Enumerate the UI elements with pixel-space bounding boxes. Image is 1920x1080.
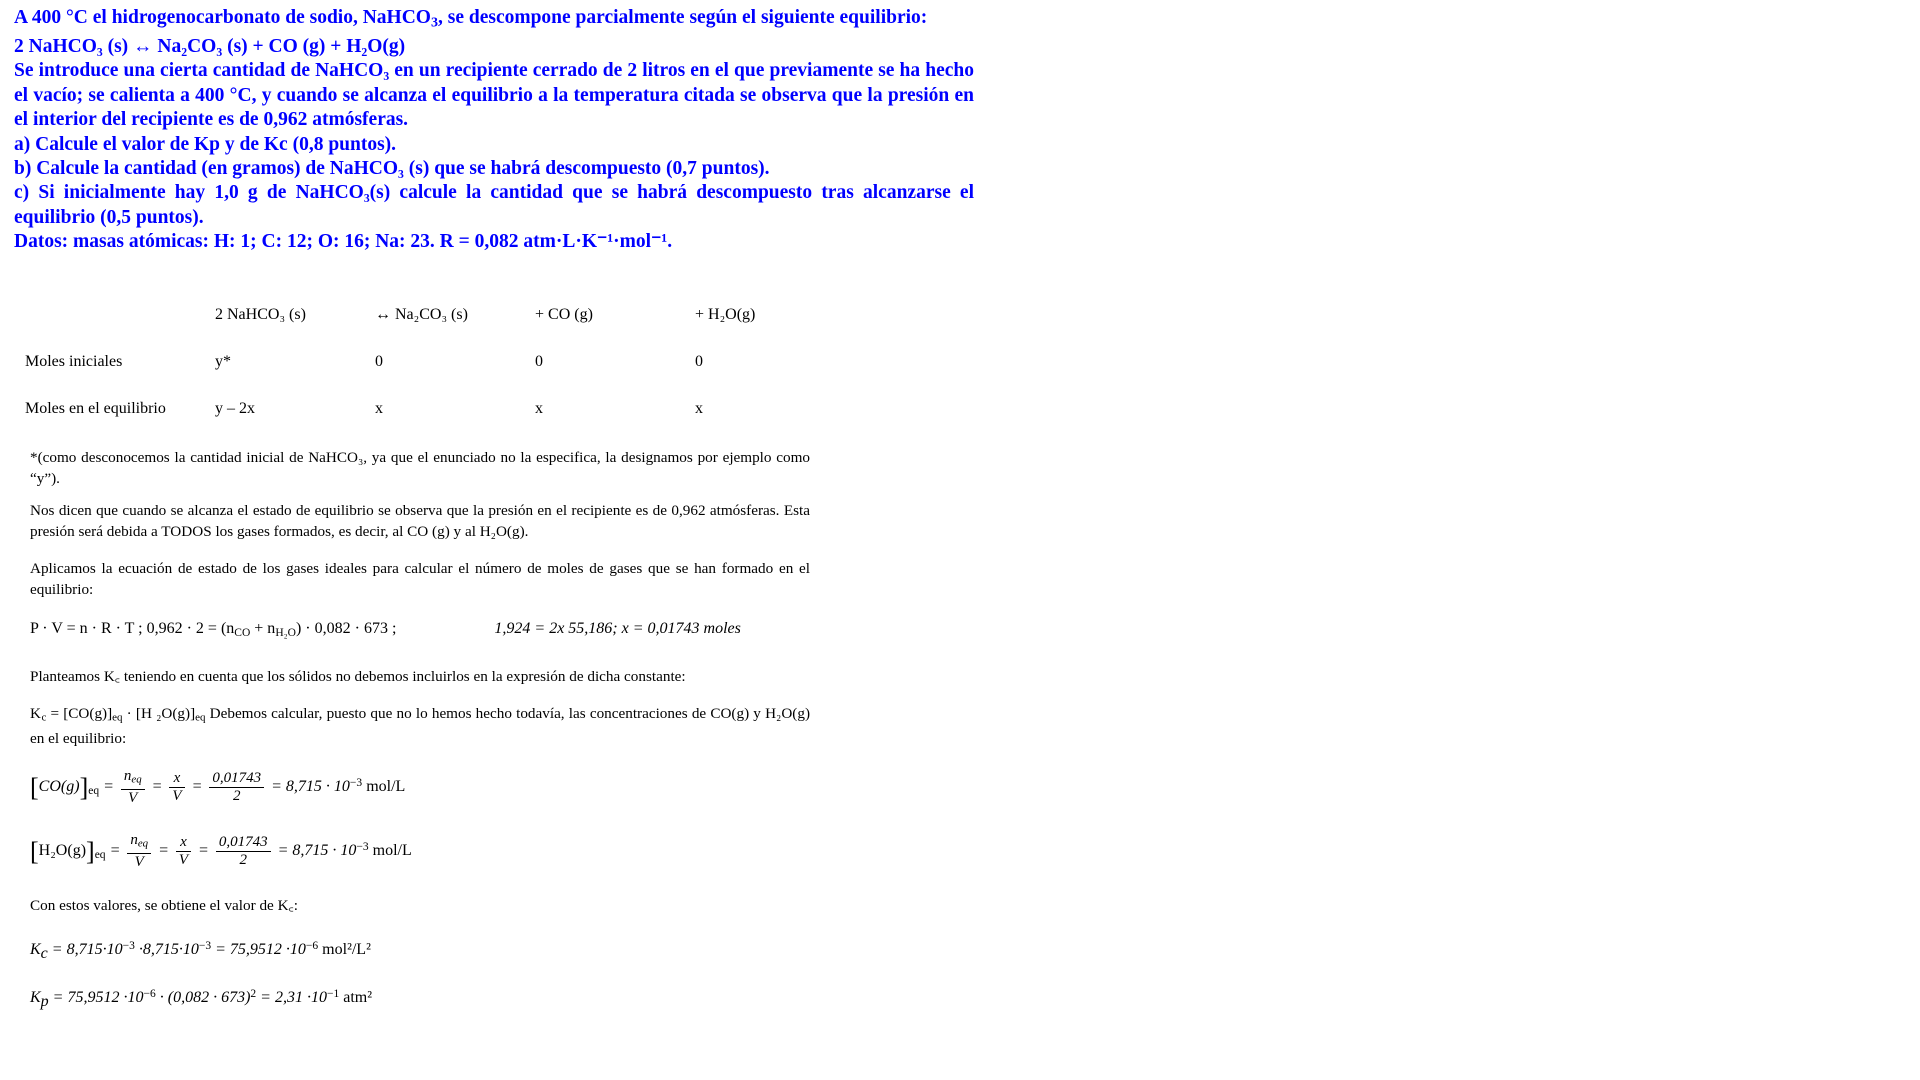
equation-ideal-gas-left: P · V = n · R · T ; 0,962 · 2 = (n: [30, 620, 235, 637]
table-row: [25, 399, 805, 419]
kc-result-symbol-sub: c: [40, 944, 48, 962]
kc-result-part1: = 8,715·10: [47, 940, 123, 958]
fraction-value-co: [209, 770, 264, 805]
equation-kc-value: [30, 929, 810, 971]
row-label-equilibrium-moles: Moles en el equilibrio: [25, 400, 166, 417]
statement-intro-sub: 3: [430, 14, 438, 31]
fraction-numerator-x-co: x: [169, 770, 184, 788]
table-header-h2o: + H₂O(g): [695, 306, 756, 323]
equation-co-concentration: [30, 766, 810, 808]
fraction-denominator-value-h2o: 2: [239, 852, 247, 869]
fraction-x-over-v-co: [169, 770, 184, 805]
problem-statement: [14, 6, 974, 255]
co-label: CO(g): [38, 778, 80, 796]
table-header-co: + CO (g): [535, 306, 593, 323]
equation-kp-value: [30, 977, 810, 1019]
fraction-denominator-v-h2o: V: [134, 854, 144, 870]
kc-expression-eq1: eq: [112, 712, 123, 725]
statement-question-c: c) Si inicialmente hay 1,0 g de NaHCO₃(s) calcule la cantidad que se habrá descompuesto tras alcanzarse el equilibrio (0,5 puntos).: [14, 182, 974, 228]
statement-question-b: b) Calcule la cantidad (en gramos) de NaHCO₃ (s) que se habrá descompuesto (0,7 puntos).: [14, 157, 770, 179]
h2o-eq-sub: eq: [94, 849, 106, 862]
bracket-close-co: ]: [79, 772, 89, 802]
paragraph-ideal-gas: Aplicamos la ecuación de estado de los gases ideales para calcular el número de moles de gases que se han formado en el equilibrio:: [30, 560, 810, 598]
equation-ideal-gas-right: ) · 0,082 · 673 ;: [295, 620, 397, 637]
kp-result-part3: = 2,31 ·10: [256, 989, 327, 1007]
fraction-numerator-x-h2o: x: [176, 834, 191, 852]
cell-initial-na2co3: 0: [375, 353, 383, 370]
fraction-numerator-value-h2o: 0,01743: [216, 834, 271, 852]
fraction-denominator-v2-h2o: V: [178, 852, 189, 869]
cell-initial-co: 0: [535, 353, 543, 370]
kc-result-symbol: K: [30, 940, 41, 958]
h2o-result: = 8,715 · 10: [277, 842, 357, 860]
kc-result-exp3: −6: [305, 939, 319, 952]
cell-equilibrium-h2o: x: [695, 400, 703, 417]
fraction-n-over-v-h2o: [127, 832, 151, 871]
equals-sign-1: =: [103, 778, 114, 796]
kc-symbol-sub: c: [41, 712, 47, 725]
equation-sub-co: CO: [234, 626, 251, 639]
cell-initial-nahco3: y*: [215, 353, 231, 370]
kp-result-exp1: −6: [143, 987, 156, 1000]
cell-equilibrium-co: x: [535, 400, 543, 417]
fraction-value-h2o: [216, 834, 271, 869]
fraction-denominator-v2-co: V: [172, 788, 182, 805]
fraction-numerator-neq-h2o: [127, 832, 151, 854]
kc-expression-part2: · [H ₂O(g)]: [122, 705, 196, 723]
h2o-label: H₂O(g): [38, 842, 87, 860]
bracket-open-h2o: [: [30, 836, 39, 866]
n-symbol-h2o-sub: eq: [137, 838, 149, 850]
n-symbol-co: n: [123, 768, 132, 785]
statement-equation: 2 NaHCO₃ (s) ↔ Na₂CO₃ (s) + CO (g) + H₂O(g): [14, 35, 406, 57]
kc-symbol: K: [30, 705, 42, 723]
kc-result-units: mol²/L²: [322, 940, 371, 958]
kc-result-exp1: −3: [122, 939, 135, 952]
kp-result-exp3: −1: [326, 987, 340, 1000]
kc-result-exp2: −3: [198, 939, 212, 952]
equation-ideal-gas-mid: + n: [250, 620, 276, 637]
table-header-na2co3: ↔ Na₂CO₃ (s): [375, 306, 468, 323]
h2o-result-units: mol/L: [372, 842, 412, 860]
statement-data: Datos: masas atómicas: H: 1; C: 12; O: 16; Na: 23. R = 0,082 atm·L·K⁻¹·mol⁻¹.: [14, 231, 673, 253]
cell-equilibrium-na2co3: x: [375, 400, 383, 417]
paragraph-pressure: Nos dicen que cuando se alcanza el estado de equilibrio se observa que la presión en el recipiente es de 0,962 atmósferas. Esta presión será debida a TODOS los gases formados, es decir, al CO (g) y al H₂O(g).: [30, 502, 810, 540]
fraction-numerator-neq-co: [121, 768, 145, 790]
table-header-nahco3: 2 NaHCO₃ (s): [215, 306, 306, 323]
cell-equilibrium-nahco3: y – 2x: [215, 400, 255, 417]
equals-sign-5: =: [158, 842, 169, 860]
equation-sub-h2o: H₂O: [275, 626, 296, 639]
table-header-empty: [25, 305, 215, 352]
paragraph-kc-setup: Planteamos K꜀ teniendo en cuenta que los sólidos no debemos incluirlos en la expresión de dicha constante:: [30, 667, 686, 685]
fraction-denominator-v-co: V: [128, 789, 138, 806]
fraction-n-over-v-co: [121, 768, 145, 807]
fraction-numerator-value-co: 0,01743: [209, 770, 264, 788]
n-symbol-h2o: n: [130, 832, 138, 849]
statement-intro-text-1: A 400 °C el hidrogenocarbonato de sodio, NaHCO: [14, 7, 431, 28]
equation-ideal-gas: [30, 612, 810, 650]
kc-result-part3: = 75,9512 ·10: [211, 940, 306, 958]
equation-ideal-gas-result: 1,924 = 2x 55,186; x = 0,01743 moles: [494, 620, 741, 637]
moles-table: [25, 305, 805, 419]
equals-sign-6: =: [198, 842, 209, 860]
equals-sign-4: =: [109, 842, 121, 860]
kc-expression-tail: Debemos calcular, puesto que no lo hemos hecho todavía, las concentraciones de CO(g) y H₂O(g) en el equilibrio:: [30, 705, 811, 747]
statement-intro: [14, 6, 974, 35]
kp-result-symbol-sub: p: [40, 993, 49, 1011]
kc-result-part2: ·8,715·10: [134, 940, 199, 958]
kp-result-units: atm²: [343, 989, 373, 1007]
kp-result-part1: = 75,9512 ·10: [48, 989, 144, 1007]
cell-initial-h2o: 0: [695, 353, 703, 370]
co-result-exponent: −3: [349, 777, 363, 790]
co-result: = 8,715 · 10: [271, 778, 350, 796]
footnote-initial-amount: *(como desconocemos la cantidad inicial de NaHCO₃, ya que el enunciado no la especifica, la designamos por ejemplo como “y”).: [30, 449, 810, 487]
bracket-close-h2o: ]: [86, 836, 95, 866]
co-result-units: mol/L: [366, 778, 406, 796]
table-row: [25, 305, 805, 352]
fraction-x-over-v-h2o: [176, 834, 191, 869]
kc-expression-part1: = [CO(g)]: [46, 705, 113, 723]
paragraph-kc-value: Con estos valores, se obtiene el valor de K꜀:: [30, 897, 299, 915]
kp-result-part2: · (0,082 · 673): [155, 989, 251, 1007]
n-symbol-co-sub: eq: [131, 773, 142, 786]
kp-result-exp2: 2: [250, 987, 257, 1000]
h2o-result-exponent: −3: [356, 841, 369, 854]
fraction-denominator-value-co: 2: [233, 788, 241, 805]
equation-h2o-concentration: [30, 830, 810, 872]
row-label-initial-moles: Moles iniciales: [25, 353, 123, 370]
kp-result-symbol: K: [30, 989, 41, 1007]
co-eq-sub: eq: [88, 785, 100, 798]
solution-body: [30, 448, 810, 1036]
statement-paragraph: Se introduce una cierta cantidad de NaHCO₃ en un recipiente cerrado de 2 litros en el que previamente se ha hecho el vacío; se calienta a 400 °C, y cuando se alcanza el equilibrio a la temperatura citada se observa que la presión en el interior del recipiente es de 0,962 atmósferas.: [14, 60, 974, 131]
equals-sign-2: =: [151, 778, 163, 796]
paragraph-kc-expression: [30, 704, 810, 749]
statement-intro-text-2: , se descompone parcialmente según el siguiente equilibrio:: [437, 7, 928, 28]
equals-sign-3: =: [191, 778, 203, 796]
kc-expression-eq2: eq: [195, 712, 206, 725]
statement-question-a: a) Calcule el valor de Kp y de Kc (0,8 puntos).: [14, 133, 397, 155]
bracket-open-co: [: [30, 772, 39, 802]
table-row: [25, 352, 805, 399]
